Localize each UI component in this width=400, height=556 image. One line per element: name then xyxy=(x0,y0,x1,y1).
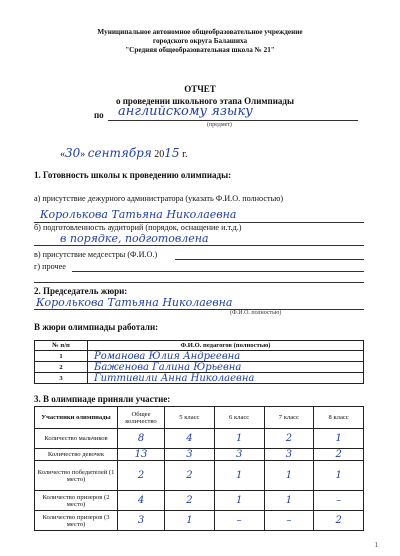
cell-g8: 2 xyxy=(314,511,364,531)
cell-g7: 1 xyxy=(264,491,314,511)
jury-col-name: Ф.И.О. педагогов (полностью) xyxy=(88,341,364,351)
section1-b-value: в порядке, подготовлена xyxy=(60,232,209,245)
section2-heading: 2. Председатель жюри: xyxy=(34,286,128,296)
header-line-2: городского округа Балашиха xyxy=(152,37,248,45)
section1-a-value: Королькова Татьяна Николаевна xyxy=(40,208,237,221)
cell-g6: 1 xyxy=(214,491,264,511)
date-year-suffix: г. xyxy=(182,149,188,160)
subject-caption: (предмет) xyxy=(207,122,232,128)
header-line-1: Муниципальное автономное общеобразовательное учреждение xyxy=(97,28,303,36)
date-month: сентября xyxy=(87,146,152,160)
cell-g7: 1 xyxy=(264,461,314,491)
jury-row-num: 3 xyxy=(35,373,88,384)
col-grade-6: 6 класс xyxy=(214,407,264,429)
col-grade-5: 5 класс xyxy=(165,407,215,429)
jury-row-num: 2 xyxy=(35,362,88,373)
table-row xyxy=(35,511,364,531)
cell-g5: 2 xyxy=(165,461,215,491)
subject-value: английскому языку xyxy=(118,104,253,119)
section1-g-label: г) прочее xyxy=(34,262,66,271)
cell-g5: 2 xyxy=(165,491,215,511)
section1-heading: 1. Готовность школы к проведению олимпиады: xyxy=(34,170,232,180)
table-row xyxy=(35,461,364,491)
col-participants: Участники олимпиады xyxy=(35,407,118,429)
report-date xyxy=(60,146,188,160)
row-label: Количество призеров (2 место) xyxy=(35,491,118,511)
date-year-prefix: 20 xyxy=(154,149,165,160)
cell-g5: 1 xyxy=(165,511,215,531)
cell-g8: 1 xyxy=(314,429,364,449)
cell-g7: – xyxy=(264,511,314,531)
page-number: 1 xyxy=(374,541,378,549)
row-label: Количество призеров (3 место) xyxy=(35,511,118,531)
section1-b-label: б) подготовленность аудиторий (порядок, оснащение и.т.д.) xyxy=(34,223,242,232)
section1-a-label: а) присутствие дежурного администратора (указать Ф.И.О. полностью) xyxy=(34,194,284,203)
cell-total: 4 xyxy=(118,491,165,511)
jury-row-name: Гиттивили Анна Николаевна xyxy=(88,373,364,384)
jury-table xyxy=(34,340,364,384)
section3-heading: 3. В олимпиаде приняли участие: xyxy=(34,394,171,404)
cell-g6: 1 xyxy=(214,461,264,491)
date-day: 30 xyxy=(65,146,81,160)
jury-row xyxy=(35,362,364,373)
section1-v-label: в) присутствие медсестры (Ф.И.О.) xyxy=(34,250,158,259)
cell-g7: 3 xyxy=(264,449,314,461)
cell-g6: 1 xyxy=(214,429,264,449)
cell-g7: 2 xyxy=(264,429,314,449)
cell-g8: 1 xyxy=(314,461,364,491)
report-subtitle: о проведении школьного этапа Олимпиады xyxy=(115,96,294,106)
cell-total: 8 xyxy=(118,429,165,449)
institution-header xyxy=(0,28,400,55)
cell-g8: – xyxy=(314,491,364,511)
jury-row-name: Романова Юлия Андреевна xyxy=(88,351,364,362)
section2-caption: (Ф.И.О. полностью) xyxy=(230,310,282,316)
table-row xyxy=(35,449,364,461)
cell-g8: 2 xyxy=(314,449,364,461)
cell-g6: – xyxy=(214,511,264,531)
row-label: Количество победителей (1 место) xyxy=(35,461,118,491)
jury-row-num: 1 xyxy=(35,351,88,362)
cell-g5: 4 xyxy=(165,429,215,449)
row-label: Количество девочек xyxy=(35,449,118,461)
cell-total: 2 xyxy=(118,461,165,491)
cell-g5: 3 xyxy=(165,449,215,461)
jury-row xyxy=(35,373,364,384)
table-row xyxy=(35,491,364,511)
jury-row-name: Баженова Галина Юрьевна xyxy=(88,362,364,373)
jury-heading: В жюри олимпиады работали: xyxy=(34,322,159,332)
participants-table xyxy=(34,406,364,531)
table-row xyxy=(35,429,364,449)
cell-g6: 3 xyxy=(214,449,264,461)
col-total: Общее количество xyxy=(118,407,165,429)
cell-total: 3 xyxy=(118,511,165,531)
subject-prefix: по xyxy=(94,110,104,120)
header-line-3: "Средняя общеобразовательная школа № 21" xyxy=(125,46,275,54)
jury-row xyxy=(35,351,364,362)
date-close-quote: » xyxy=(80,149,86,160)
jury-col-num: № п/п xyxy=(35,341,88,351)
report-title: ОТЧЕТ xyxy=(184,84,216,94)
row-label: Количество мальчиков xyxy=(35,429,118,449)
cell-total: 13 xyxy=(118,449,165,461)
col-grade-7: 7 класс xyxy=(264,407,314,429)
col-grade-8: 8 класс xyxy=(314,407,364,429)
date-open-quote: « xyxy=(60,149,65,160)
section2-chair-value: Королькова Татьяна Николаевна xyxy=(36,296,233,309)
date-year: 15 xyxy=(164,146,180,160)
